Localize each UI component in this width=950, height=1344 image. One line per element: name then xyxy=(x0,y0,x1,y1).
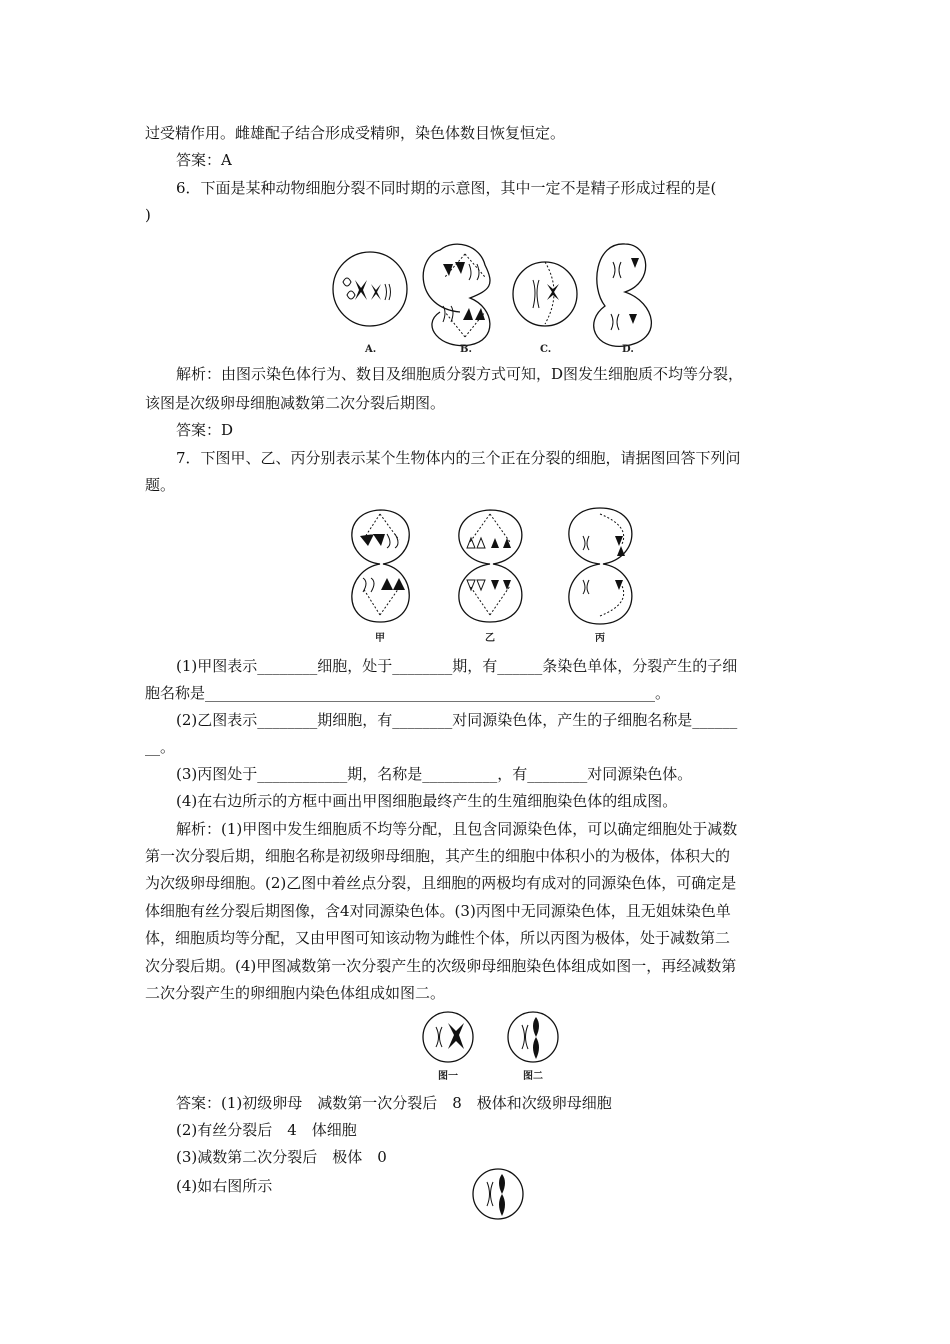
text-line: 为次级卵母细胞。(2)乙图中着丝点分裂，且细胞的两极均有成对的同源染色体，可确定是 xyxy=(145,874,737,892)
figure-label-a: A. xyxy=(365,344,377,355)
text-line: 6．下面是某种动物细胞分裂不同时期的示意图，其中一定不是精子形成过程的是( xyxy=(176,179,717,197)
text-line: 二次分裂产生的卵细胞内染色体组成如图二。 xyxy=(145,984,446,1002)
text-line: 次分裂后期。(4)甲图减数第一次分裂产生的次级卵母细胞染色体组成如图一，再经减数第 xyxy=(145,957,737,975)
text-line: 7．下图甲、乙、丙分别表示某个生物体内的三个正在分裂的细胞，请据图回答下列问 xyxy=(176,449,741,467)
cell-d xyxy=(594,244,652,346)
cell-c xyxy=(513,262,577,326)
text-line: 题。 xyxy=(145,476,176,494)
figure-label-b: B. xyxy=(460,344,472,355)
text-line: 该图是次级卵母细胞减数第二次分裂后期图。 xyxy=(145,394,446,412)
q6-cell-diagrams xyxy=(325,232,655,357)
figure-label-bing: 丙 xyxy=(595,633,605,644)
figure-label-yi: 乙 xyxy=(485,633,495,644)
text-line: 体细胞有丝分裂后期图像，含4对同源染色体。(3)丙图中无同源染色体，且无姐妹染色单 xyxy=(145,902,731,920)
figure-label-jia: 甲 xyxy=(375,633,385,644)
q7-cell-diagrams xyxy=(335,500,645,645)
text-line: (2)有丝分裂后 4 体细胞 xyxy=(176,1121,357,1139)
text-line: 答案：(1)初级卵母 减数第一次分裂后 8 极体和次级卵母细胞 xyxy=(176,1094,612,1112)
figure-two xyxy=(508,1012,558,1062)
text-line: __。 xyxy=(145,738,176,756)
answer-figures xyxy=(418,1007,578,1087)
cell-yi xyxy=(459,510,522,622)
text-line: (3)减数第二次分裂后 极体 0 xyxy=(176,1148,387,1166)
text-line: (2)乙图表示________期细胞，有________对同源染色体，产生的子细胞名称是______ xyxy=(176,711,738,729)
text-line: 胞名称是____________________________________________________________。 xyxy=(145,684,671,702)
cell-a xyxy=(333,252,407,326)
text-line: 答案：A xyxy=(176,151,232,169)
text-line: 过受精作用。雌雄配子结合形成受精卵，染色体数目恢复恒定。 xyxy=(145,124,566,142)
text-line: 答案：D xyxy=(176,421,234,439)
figure-label-two: 图二 xyxy=(523,1071,543,1082)
text-line: (3)丙图处于____________期，名称是__________，有________对同源染色体。 xyxy=(176,765,693,783)
figure-label-c: C. xyxy=(540,344,552,355)
text-line: (4)在右边所示的方框中画出甲图细胞最终产生的生殖细胞染色体的组成图。 xyxy=(176,792,678,810)
text-line: 解析：由图示染色体行为、数目及细胞质分裂方式可知，D图发生细胞质不均等分裂， xyxy=(176,365,744,383)
text-line: 体，细胞质均等分配，又由甲图可知该动物为雌性个体，所以丙图为极体，处于减数第二 xyxy=(145,929,731,947)
cell-bing xyxy=(569,508,632,624)
text-line: (4)如右图所示 xyxy=(176,1177,273,1195)
figure-label-d: D. xyxy=(622,344,634,355)
cell-jia xyxy=(352,510,409,622)
figure-one xyxy=(423,1012,473,1062)
answer-drawing xyxy=(468,1166,532,1224)
cell-b xyxy=(423,244,490,346)
text-line: (1)甲图表示________细胞，处于________期，有______条染色单体，分裂产生的子细 xyxy=(176,657,738,675)
figure-label-one: 图一 xyxy=(438,1071,458,1082)
text-line: ) xyxy=(145,206,151,224)
text-line: 第一次分裂后期，细胞名称是初级卵母细胞，其产生的细胞中体积小的为极体，体积大的 xyxy=(145,847,731,865)
text-line: 解析：(1)甲图中发生细胞质不均等分配，且包含同源染色体，可以确定细胞处于减数 xyxy=(176,820,738,838)
